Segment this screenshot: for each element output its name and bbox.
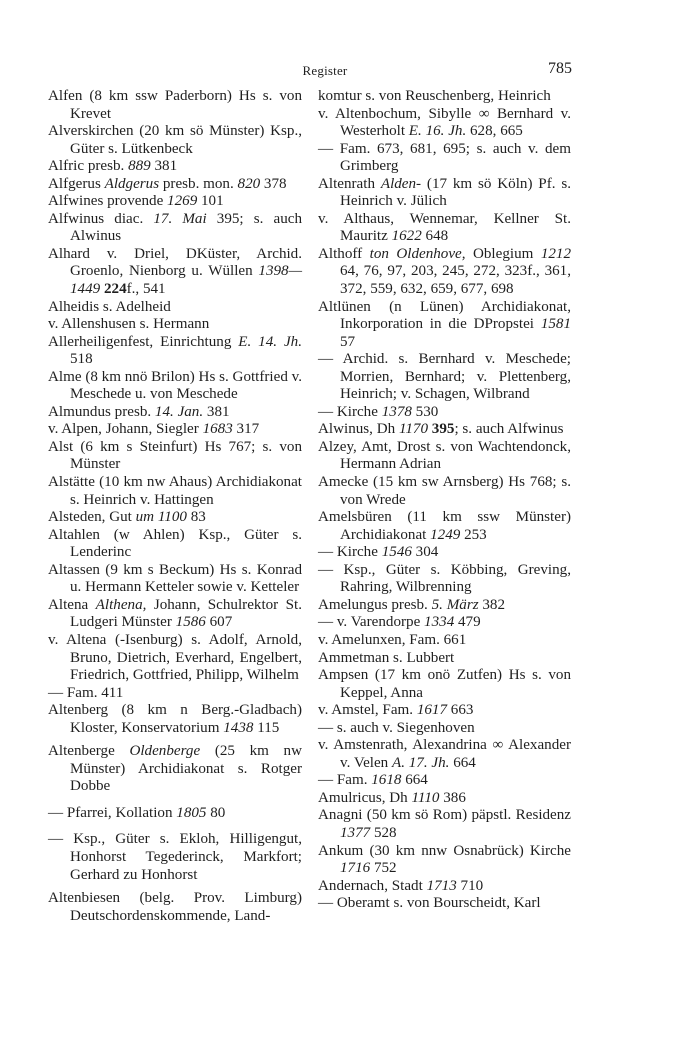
entry-text: v. Altena (-Isenburg) s. Adolf, Arnold, Bruno, Dietrich, Everhard, Engelbert, Friedrich, Gottfried, Philipp, Wilhelm bbox=[48, 631, 302, 684]
index-entry bbox=[318, 632, 571, 650]
entry-italic-text: 17. Mai bbox=[153, 210, 207, 227]
entry-italic-text: 1110 bbox=[411, 789, 440, 806]
index-entry bbox=[48, 685, 302, 703]
entry-italic-text: Oldenberge bbox=[129, 743, 201, 760]
entry-text: 710 bbox=[456, 877, 484, 894]
entry-text: — Fam. bbox=[318, 772, 372, 789]
entry-text: — v. Varendorpe bbox=[318, 614, 425, 631]
entry-text: Alfwinus diac. bbox=[48, 210, 154, 227]
index-entry bbox=[318, 667, 571, 702]
entry-italic-text: Aldgerus bbox=[104, 175, 160, 192]
entry-italic-text: E. 14. Jh. bbox=[238, 333, 302, 350]
entry-italic-text: 1249 bbox=[430, 526, 461, 543]
entry-italic-text: 5. März bbox=[431, 596, 479, 613]
entry-text: Alverskirchen (20 km sö Münster) Ksp., Güter s. Lütkenbeck bbox=[48, 123, 302, 157]
index-entry bbox=[48, 474, 302, 509]
entry-text: 664 bbox=[449, 754, 476, 771]
entry-text: ; s. auch Alfwinus bbox=[454, 421, 564, 438]
entry-text: — Oberamt s. von Bourscheidt, Karl bbox=[318, 895, 541, 912]
entry-text: 80 bbox=[206, 804, 226, 821]
index-entry bbox=[318, 246, 571, 299]
entry-text: Altenbiesen (belg. Prov. Limburg) Deutschordenskommende, Land- bbox=[48, 890, 302, 924]
entry-italic-text: 1586 bbox=[175, 614, 206, 631]
entry-text: Alsteden, Gut bbox=[48, 509, 136, 526]
index-entry bbox=[48, 562, 302, 597]
entry-italic-text: 14. Jan. bbox=[154, 403, 204, 420]
index-entry bbox=[318, 737, 571, 772]
entry-text: Ammetman s. Lubbert bbox=[318, 649, 455, 666]
entry-italic-text: 1581 bbox=[540, 316, 571, 333]
index-column-left bbox=[48, 88, 302, 925]
entry-italic-text: Althena, bbox=[95, 596, 147, 613]
entry-italic-text: um 1100 bbox=[135, 509, 187, 526]
index-entry bbox=[318, 176, 571, 211]
entry-text: — Ksp., Güter s. Ekloh, Hilligengut, Honhorst Tegederinck, Markfort; Gerhard zu Honhorst bbox=[48, 831, 302, 883]
entry-italic-text: 1398—1449 bbox=[70, 263, 302, 298]
entry-text: 752 bbox=[370, 860, 397, 877]
entry-text: 381 bbox=[150, 158, 178, 175]
entry-text: v. Amstel, Fam. bbox=[318, 702, 417, 719]
index-entry bbox=[48, 193, 302, 211]
entry-italic-text: 1683 bbox=[202, 421, 233, 438]
entry-italic-text: 820 bbox=[237, 175, 261, 192]
index-entry bbox=[318, 702, 571, 720]
entry-text: Alzey, Amt, Drost s. von Wachtendonck, Hermann Adrian bbox=[318, 438, 571, 473]
entry-text: Alstätte (10 km nw Ahaus) Archidiakonat s. Heinrich v. Hattingen bbox=[48, 474, 302, 508]
entry-italic-text: 1170 bbox=[398, 421, 429, 438]
entry-text: Almundus presb. bbox=[48, 403, 155, 420]
index-entry bbox=[318, 597, 571, 615]
index-entry bbox=[318, 807, 571, 842]
entry-italic-text: 1377 bbox=[340, 824, 371, 841]
entry-text: f., 541 bbox=[126, 281, 166, 298]
entry-text: Amulricus, Dh bbox=[318, 789, 412, 806]
index-entry bbox=[318, 650, 571, 668]
entry-text: Alfen (8 km ssw Paderborn) Hs s. von Krevet bbox=[48, 88, 302, 122]
index-entry bbox=[48, 123, 302, 158]
index-entry bbox=[48, 805, 302, 823]
entry-text: 664 bbox=[401, 772, 428, 789]
entry-text: Alfwines provende bbox=[48, 193, 168, 210]
entry-text: komtur s. von Reuschenberg, Heinrich bbox=[318, 88, 551, 104]
index-entry bbox=[48, 246, 302, 299]
index-entry bbox=[318, 439, 571, 474]
index-column-right bbox=[318, 88, 571, 913]
entry-text: 528 bbox=[370, 824, 397, 841]
index-entry bbox=[48, 158, 302, 176]
entry-text: 518 bbox=[70, 351, 93, 368]
entry-text: 378 bbox=[260, 175, 287, 192]
index-entry bbox=[48, 890, 302, 925]
index-entry bbox=[48, 421, 302, 439]
index-entry bbox=[318, 895, 571, 913]
entry-text: — Fam. 411 bbox=[48, 684, 124, 701]
index-entry bbox=[318, 878, 571, 896]
entry-italic-text: 889 bbox=[128, 158, 151, 175]
entry-text: 663 bbox=[447, 702, 474, 719]
entry-text: v. Amelunxen, Fam. 661 bbox=[318, 631, 467, 648]
entry-text: 628, 665 bbox=[466, 123, 523, 140]
entry-italic-text: 1334 bbox=[424, 614, 455, 631]
index-entry bbox=[48, 404, 302, 422]
entry-text: Alheidis s. Adelheid bbox=[48, 298, 171, 315]
entry-text: 304 bbox=[411, 544, 439, 561]
entry-text: 317 bbox=[232, 421, 260, 438]
index-entry bbox=[48, 439, 302, 474]
index-entry bbox=[318, 790, 571, 808]
index-entry bbox=[318, 351, 571, 404]
entry-text: Ampsen (17 km onö Zutfen) Hs s. von Keppel, Anna bbox=[318, 667, 571, 701]
entry-text: Johann, Schulrektor St. Ludgeri Münster bbox=[70, 596, 302, 631]
entry-italic-text: 1805 bbox=[176, 804, 207, 821]
index-entry bbox=[48, 702, 302, 737]
entry-text: v. Alpen, Johann, Siegler bbox=[48, 421, 203, 438]
entry-text: Altenrath bbox=[318, 175, 381, 192]
entry-text: 530 bbox=[411, 403, 439, 420]
entry-italic-text: 1716 bbox=[340, 860, 371, 877]
entry-text: — Pfarrei, Kollation bbox=[48, 804, 177, 821]
entry-text: Andernach, Stadt bbox=[318, 877, 427, 894]
index-entry bbox=[318, 404, 571, 422]
index-entry bbox=[48, 831, 302, 884]
index-entry bbox=[48, 176, 302, 194]
entry-text: 83 bbox=[186, 509, 206, 526]
entry-text: 395; s. auch Alwinus bbox=[70, 210, 302, 245]
entry-italic-text: ton Oldenhove, bbox=[369, 245, 466, 262]
entry-text: Alhard v. Driel, DKüster, Archid. Groenlo, Nienborg u. Wüllen bbox=[48, 245, 302, 280]
entry-text: — Archid. s. Bernhard v. Meschede; Morrien, Bernhard; v. Plettenberg, Heinrich; v. Schagen, Wilbrand bbox=[318, 351, 571, 403]
entry-text: — s. auch v. Siegenhoven bbox=[318, 719, 475, 736]
entry-text: — Kirche bbox=[318, 544, 382, 561]
entry-text: Alst (6 km s Steinfurt) Hs 767; s. von Münster bbox=[48, 438, 302, 473]
entry-italic-text: 1713 bbox=[426, 877, 457, 894]
entry-text: Alwinus, Dh bbox=[318, 421, 399, 438]
index-entry bbox=[318, 772, 571, 790]
entry-text: Altena bbox=[48, 596, 96, 613]
running-header bbox=[0, 60, 700, 82]
index-entry bbox=[318, 509, 571, 544]
entry-text: Amecke (15 km sw Arnsberg) Hs 768; s. von Wrede bbox=[318, 474, 571, 508]
entry-text: Oblegium bbox=[465, 245, 541, 262]
entry-text: 253 bbox=[460, 526, 487, 543]
index-entry bbox=[48, 597, 302, 632]
entry-text: (17 km sö Köln) Pf. s. Heinrich v. Jülich bbox=[340, 175, 571, 210]
entry-text: (25 km nw Münster) Archidiakonat s. Rotger Dobbe bbox=[70, 743, 302, 795]
entry-text: — Ksp., Güter s. Köbbing, Greving, Rahring, Wilbrenning bbox=[318, 561, 571, 596]
page-number: 785 bbox=[548, 60, 572, 77]
entry-bold-text: 395 bbox=[431, 421, 455, 438]
entry-italic-text: 1269 bbox=[167, 193, 198, 210]
entry-text: — Fam. 673, 681, 695; s. auch v. dem Grimberg bbox=[318, 140, 571, 175]
entry-text: Altenberge bbox=[48, 743, 130, 760]
entry-text: 386 bbox=[439, 789, 466, 806]
index-entry bbox=[48, 509, 302, 527]
entry-text: Altenberg (8 km n Berg.-Gladbach) Kloster, Konservatorium bbox=[48, 702, 302, 736]
index-entry bbox=[318, 421, 571, 439]
entry-italic-text: Alden- bbox=[380, 175, 422, 192]
entry-text: v. Altenbochum, Sibylle ∞ Bernhard v. Westerholt bbox=[318, 105, 571, 140]
index-entry bbox=[48, 369, 302, 404]
entry-text: Altahlen (w Ahlen) Ksp., Güter s. Lenderinc bbox=[48, 526, 302, 561]
entry-italic-text: 1438 bbox=[223, 719, 254, 736]
entry-text: Alme (8 km nnö Brilon) Hs s. Gottfried v. Meschede u. von Meschede bbox=[48, 368, 302, 403]
index-entry bbox=[318, 843, 571, 878]
entry-text: presb. mon. bbox=[159, 175, 238, 192]
entry-text: Althoff bbox=[318, 245, 370, 262]
index-entry bbox=[48, 527, 302, 562]
entry-italic-text: 1212 bbox=[540, 245, 572, 262]
index-entry bbox=[48, 88, 302, 123]
index-entry bbox=[318, 614, 571, 632]
entry-italic-text: 1546 bbox=[381, 544, 412, 561]
index-entry bbox=[318, 562, 571, 597]
entry-text: Amelungus presb. bbox=[318, 596, 432, 613]
index-entry bbox=[318, 88, 571, 106]
index-entry bbox=[48, 743, 302, 796]
entry-text: v. Amstenrath, Alexandrina ∞ Alexander v. Velen bbox=[318, 737, 571, 771]
entry-text: Ankum (30 km nnw Osnabrück) Kirche bbox=[318, 842, 571, 859]
index-entry bbox=[318, 106, 571, 141]
entry-text: Alfric presb. bbox=[48, 158, 129, 175]
index-entry bbox=[318, 211, 571, 246]
entry-bold-text: 224 bbox=[103, 281, 127, 298]
index-entry bbox=[318, 141, 571, 176]
entry-text: Anagni (50 km sö Rom) päpstl. Residenz bbox=[318, 807, 571, 824]
entry-text: 57 bbox=[340, 333, 356, 350]
entry-text: Altassen (9 km s Beckum) Hs s. Konrad u. Hermann Ketteler sowie v. Ketteler bbox=[48, 561, 302, 596]
entry-text: 115 bbox=[253, 719, 280, 736]
entry-text: 607 bbox=[205, 614, 233, 631]
running-head-title: Register bbox=[302, 63, 348, 78]
entry-text: Amelsbüren (11 km ssw Münster) Archidiakonat bbox=[318, 509, 571, 543]
index-entry bbox=[48, 334, 302, 369]
entry-italic-text: 1378 bbox=[381, 403, 412, 420]
entry-text: Altlünen (n Lünen) Archidiakonat, Inkorporation in die DPropstei bbox=[318, 298, 571, 333]
entry-text: Allerheiligenfest, Einrichtung bbox=[48, 333, 239, 350]
index-entry bbox=[318, 544, 571, 562]
entry-italic-text: A. 17. Jh. bbox=[391, 754, 450, 771]
entry-text: 382 bbox=[478, 596, 505, 613]
entry-italic-text: E. 16. Jh. bbox=[408, 123, 467, 140]
entry-text: 381 bbox=[203, 403, 230, 420]
entry-text: v. Althaus, Wennemar, Kellner St. Mauritz bbox=[318, 210, 571, 245]
index-entry bbox=[48, 211, 302, 246]
index-entry bbox=[318, 299, 571, 352]
entry-text: Alfgerus bbox=[48, 175, 105, 192]
entry-text: 648 bbox=[421, 228, 449, 245]
entry-italic-text: 1618 bbox=[371, 772, 402, 789]
index-entry bbox=[318, 474, 571, 509]
index-entry bbox=[48, 316, 302, 334]
entry-text: v. Allenshusen s. Hermann bbox=[48, 316, 210, 333]
entry-text: 479 bbox=[454, 614, 481, 631]
index-entry bbox=[48, 299, 302, 317]
entry-text: — Kirche bbox=[318, 403, 382, 420]
entry-text: 101 bbox=[197, 193, 224, 210]
entry-italic-text: 1617 bbox=[416, 702, 447, 719]
index-entry bbox=[318, 720, 571, 738]
entry-italic-text: 1622 bbox=[391, 228, 422, 245]
entry-text: 64, 76, 97, 203, 245, 272, 323f., 361, 372, 559, 632, 659, 677, 698 bbox=[340, 263, 571, 298]
index-entry bbox=[48, 632, 302, 685]
